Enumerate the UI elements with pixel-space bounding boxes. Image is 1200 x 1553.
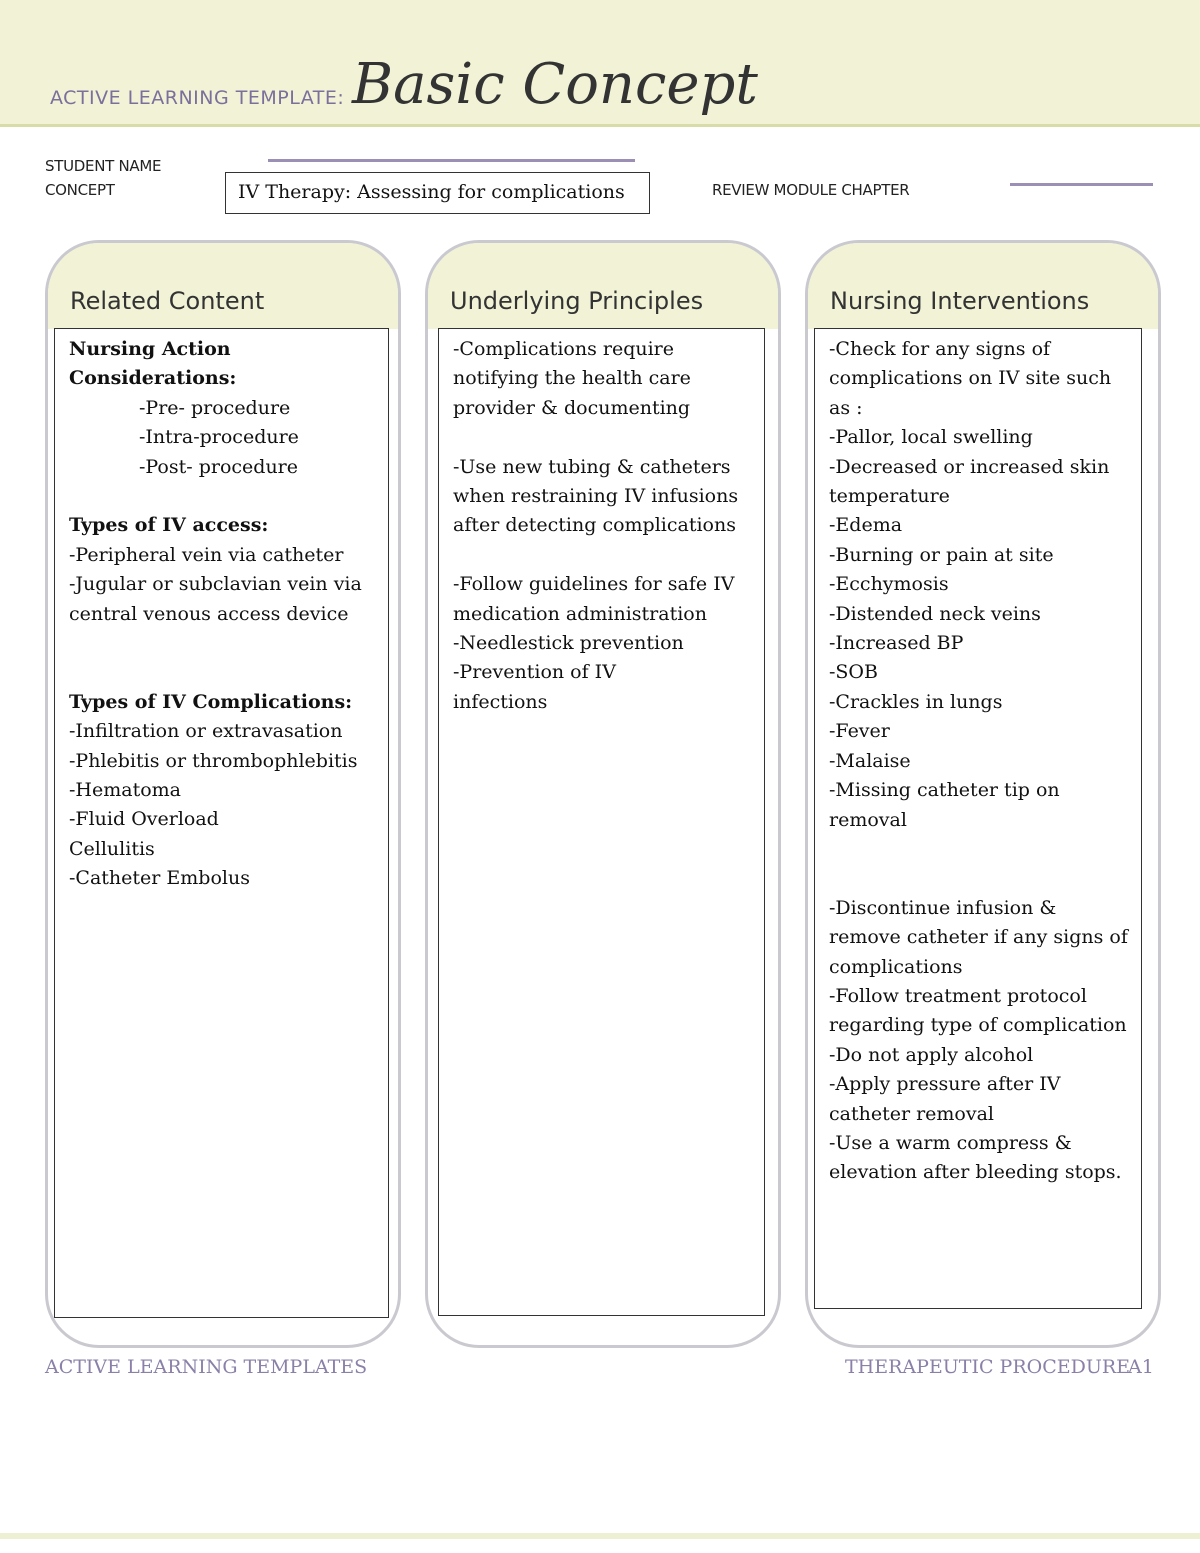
complication-line: -Phlebitis or thrombophlebitis [69, 749, 358, 772]
nursing-interventions-box[interactable] [814, 328, 1142, 1309]
complication-line: -Hematoma [69, 779, 181, 802]
intervention-line: -Do not apply alcohol [829, 1043, 1034, 1066]
nursing-action-heading-cont: Considerations: [69, 367, 237, 390]
complications-heading: Types of IV Complications: [69, 690, 353, 713]
template-title: Basic Concept [352, 52, 758, 117]
intervention-line: catheter removal [829, 1102, 995, 1125]
related-content-box[interactable] [54, 328, 389, 1318]
principle-line: medication administration [453, 602, 707, 625]
phase-item: -Post- procedure [139, 455, 299, 478]
footer-left: ACTIVE LEARNING TEMPLATES [45, 1356, 368, 1378]
principle-line: -Needlestick prevention [453, 632, 684, 655]
intervention-line: -Missing catheter tip on [829, 779, 1060, 802]
template-label: ACTIVE LEARNING TEMPLATE: [50, 87, 345, 109]
intervention-line: -Fever [829, 720, 890, 743]
intervention-line: as : [829, 396, 863, 419]
intervention-line: -Pallor, local swelling [829, 426, 1033, 449]
intervention-line: -Increased BP [829, 632, 964, 655]
complication-line: -Catheter Embolus [69, 867, 250, 890]
bottom-band [0, 1533, 1200, 1539]
underlying-principles-panel [425, 240, 781, 1348]
intervention-line: -Decreased or increased skin [829, 455, 1110, 478]
principle-line: after detecting complications [453, 514, 736, 537]
review-module-label: REVIEW MODULE CHAPTER [712, 181, 910, 199]
principle-line: -Use new tubing & catheters [453, 455, 731, 478]
principle-line: notifying the health care [453, 367, 691, 390]
intervention-line: -Use a warm compress & [829, 1131, 1072, 1154]
intervention-line: elevation after bleeding stops. [829, 1161, 1122, 1184]
concept-label: CONCEPT [45, 181, 115, 199]
review-module-field[interactable] [1010, 183, 1153, 186]
intervention-line: -Malaise [829, 749, 911, 772]
intervention-line: -Ecchymosis [829, 573, 949, 596]
complication-line: -Infiltration or extravasation [69, 720, 343, 743]
principle-line: -Follow guidelines for safe IV [453, 573, 735, 596]
principle-line: -Complications require [453, 338, 675, 360]
intervention-line: -Apply pressure after IV [829, 1073, 1061, 1096]
nursing-interventions-panel [805, 240, 1161, 1348]
access-line: central venous access device [69, 602, 349, 625]
principle-line: -Prevention of IV [453, 661, 616, 684]
panel-header [808, 243, 1158, 329]
nursing-action-heading: Nursing Action [69, 338, 231, 360]
intervention-line: -Distended neck veins [829, 602, 1041, 625]
access-line: -Peripheral vein via catheter [69, 543, 344, 566]
intervention-line: temperature [829, 485, 950, 508]
principle-line: provider & documenting [453, 396, 691, 419]
related-content-panel [45, 240, 401, 1348]
student-name-field[interactable] [268, 159, 635, 162]
phase-item: -Pre- procedure [139, 396, 291, 419]
panel-title-related-content: Related Content [70, 287, 265, 315]
phase-item: -Intra-procedure [139, 426, 299, 449]
intervention-line: -Discontinue infusion & [829, 896, 1057, 919]
access-heading: Types of IV access: [69, 514, 269, 537]
panel-title-underlying-principles: Underlying Principles [450, 287, 704, 315]
footer-right: THERAPEUTIC PROCEDURE [845, 1356, 1131, 1378]
principle-line: when restraining IV infusions [453, 485, 739, 508]
footer-code: A1 [1128, 1356, 1154, 1378]
panel-title-nursing-interventions: Nursing Interventions [830, 287, 1090, 315]
intervention-line: regarding type of complication [829, 1014, 1127, 1037]
intervention-line: -Edema [829, 514, 903, 537]
intervention-line: -Crackles in lungs [829, 690, 1003, 713]
intervention-line: -Follow treatment protocol [829, 984, 1087, 1007]
concept-field[interactable]: IV Therapy: Assessing for complications [225, 172, 650, 214]
intervention-line: complications [829, 955, 963, 978]
intervention-line: remove catheter if any signs of [829, 926, 1128, 949]
intervention-line: -Check for any signs of [829, 338, 1051, 360]
intervention-line: complications on IV site such [829, 367, 1112, 390]
panel-header [428, 243, 778, 329]
intervention-line: -Burning or pain at site [829, 543, 1054, 566]
underlying-principles-box[interactable] [438, 328, 765, 1316]
principle-line: infections [453, 690, 548, 713]
complication-line: -Fluid Overload [69, 808, 219, 831]
intervention-line: removal [829, 808, 907, 831]
student-name-label: STUDENT NAME [45, 157, 162, 175]
panel-header [48, 243, 398, 329]
complication-line: Cellulitis [69, 837, 155, 860]
access-line: -Jugular or subclavian vein via [69, 573, 362, 596]
intervention-line: -SOB [829, 661, 878, 684]
